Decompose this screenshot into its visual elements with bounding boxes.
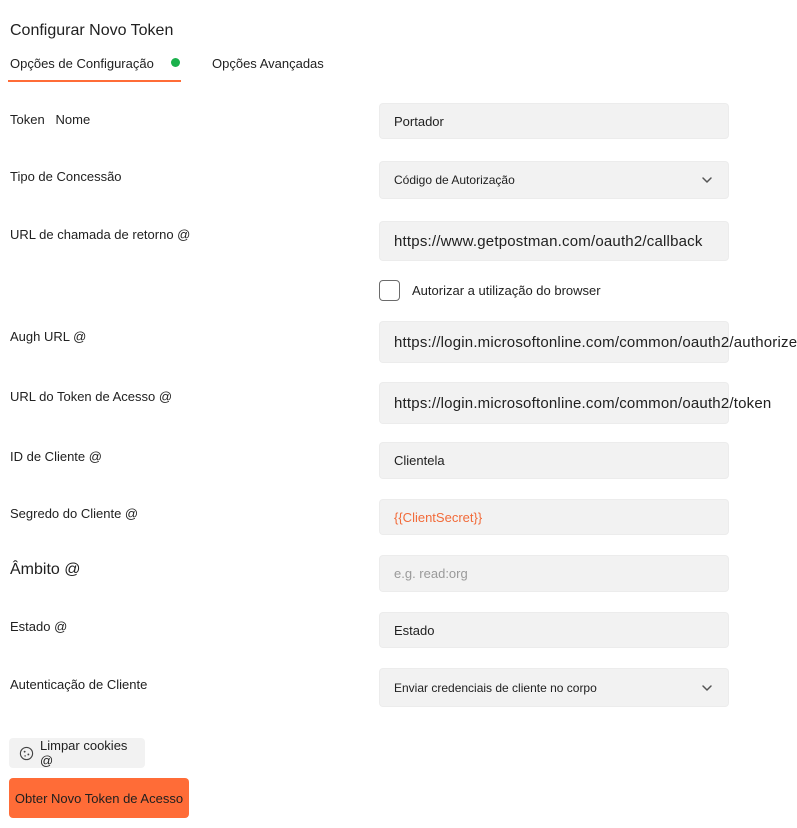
client-secret-label: Segredo do Cliente @ [10,506,139,521]
clear-cookies-button[interactable] [9,738,145,768]
access-token-url-label: URL do Token de Acesso @ [10,389,173,404]
callback-url-input[interactable] [379,221,729,261]
auth-url-input[interactable] [379,321,797,363]
authorize-browser-label: Autorizar a utilização do browser [412,283,601,298]
client-auth-select[interactable] [379,668,729,707]
callback-url-label: URL de chamada de retorno @ [10,227,191,242]
grant-type-label: Tipo de Concessão [10,169,122,184]
access-token-url-value: https://login.microsoftonline.com/common/oauth2/token [394,394,772,412]
auth-url-value: https://login.microsoftonline.com/common/oauth2/authorize [394,333,797,351]
client-auth-value: Enviar credenciais de cliente no corpo [394,680,597,695]
clear-cookies-label: Limpar cookies @ [40,738,128,768]
token-name-label [10,112,90,127]
client-secret-value: {{ClientSecret}} [394,509,483,525]
state-value: Estado [394,622,435,638]
callback-url-value: https://www.getpostman.com/oauth2/callback [394,232,703,250]
access-token-url-input[interactable] [379,382,772,424]
grant-type-value: Código de Autorização [394,173,515,187]
grant-type-select[interactable] [379,161,729,199]
chevron-down-icon [700,173,714,187]
client-secret-input[interactable] [379,499,729,535]
token-name-label-part2: Nome [55,112,91,127]
status-dot-icon [171,58,180,67]
client-id-label: ID de Cliente @ [10,449,102,464]
page-title: Configurar Novo Token [10,22,174,39]
chevron-down-icon [700,681,714,695]
state-label: Estado @ [10,619,68,634]
get-new-access-token-button[interactable]: Obter Novo Token de Acesso [9,778,189,818]
scope-input[interactable] [379,555,729,592]
client-auth-label: Autenticação de Cliente [10,677,148,692]
token-name-input[interactable] [379,103,729,139]
state-input[interactable] [379,612,729,648]
client-id-input[interactable] [379,442,729,479]
auth-url-label: Augh URL @ [10,329,87,344]
token-name-label-part1: Token [10,112,45,127]
scope-label: Âmbito @ [10,561,81,578]
client-id-value: Clientela [394,453,445,468]
active-tab-indicator [8,80,181,82]
tab-configuration-options[interactable]: Opções de Configuração [10,56,154,71]
scope-placeholder: e.g. read:org [394,566,468,581]
cookie-icon [19,746,34,761]
token-name-value: Portador [394,113,444,129]
authorize-browser-checkbox[interactable] [379,280,400,301]
tab-advanced-options[interactable]: Opções Avançadas [212,56,324,71]
